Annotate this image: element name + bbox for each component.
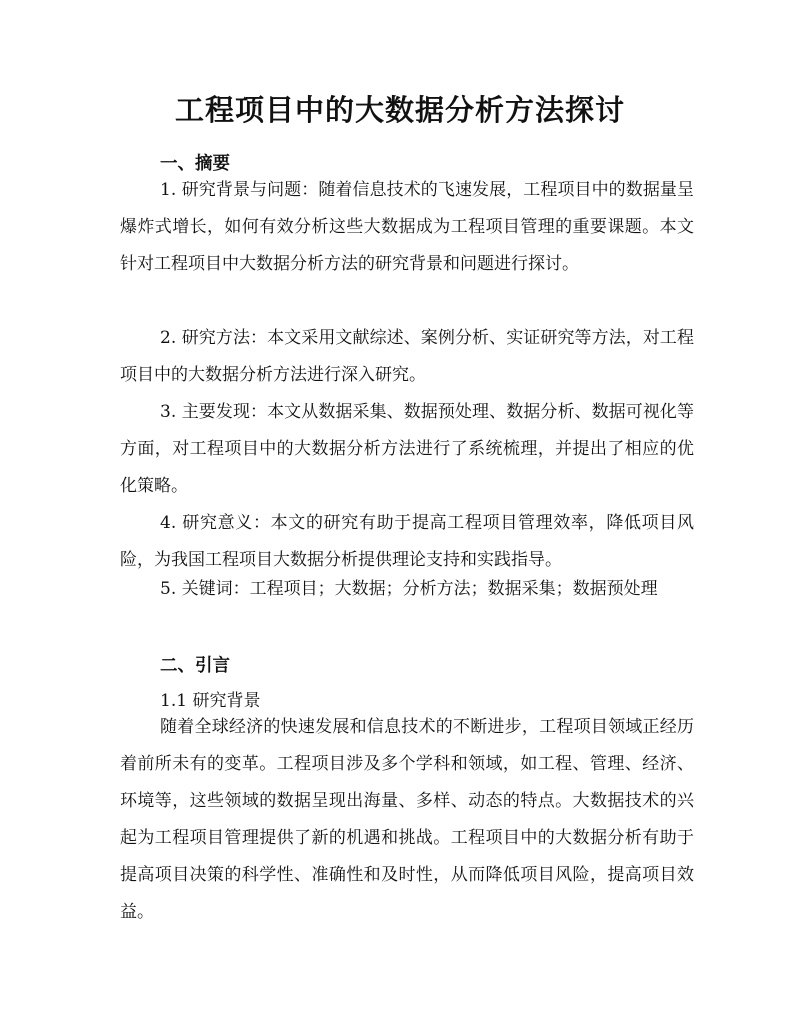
abstract-paragraph-4: 4. 研究意义：本文的研究有助于提高工程项目管理效率，降低项目风险，为我国工程项目大数据分析提供理论支持和实践指导。 bbox=[120, 513, 694, 570]
abstract-paragraph-3: 3. 主要发现：本文从数据采集、数据预处理、数据分析、数据可视化等方面，对工程项目中的大数据分析方法进行了系统梳理，并提出了相应的优化策略。 bbox=[120, 402, 694, 496]
abstract-paragraph-2: 2. 研究方法：本文采用文献综述、案例分析、实证研究等方法，对工程项目中的大数据分析方法进行深入研究。 bbox=[120, 328, 694, 385]
document-title: 工程项目中的大数据分析方法探讨 bbox=[174, 93, 625, 127]
section-heading-abstract: 一、摘要 bbox=[160, 154, 230, 174]
subsection-heading-background: 1.1 研究背景 bbox=[160, 691, 261, 711]
abstract-paragraph-5: 5. 关键词：工程项目；大数据；分析方法；数据采集；数据预处理 bbox=[160, 579, 658, 599]
section-heading-introduction: 二、引言 bbox=[160, 656, 230, 676]
intro-paragraph-1: 随着全球经济的快速发展和信息技术的不断进步，工程项目领域正经历着前所未有的变革。工程项目涉及多个学科和领域，如工程、管理、经济、环境等，这些领域的数据呈现出海量、多样、动态的特点。大数据技术的兴起为工程项目管理提供了新的机遇和挑战。工程项目中的大数据分析有助于提高项目决策的科学性、准确性和及时性，从而降低项目风险，提高项目效益。 bbox=[120, 717, 694, 922]
abstract-paragraph-1: 1. 研究背景与问题：随着信息技术的飞速发展，工程项目中的数据量呈爆炸式增长，如何有效分析这些大数据成为工程项目管理的重要课题。本文针对工程项目中大数据分析方法的研究背景和问题进行探讨。 bbox=[120, 180, 694, 274]
